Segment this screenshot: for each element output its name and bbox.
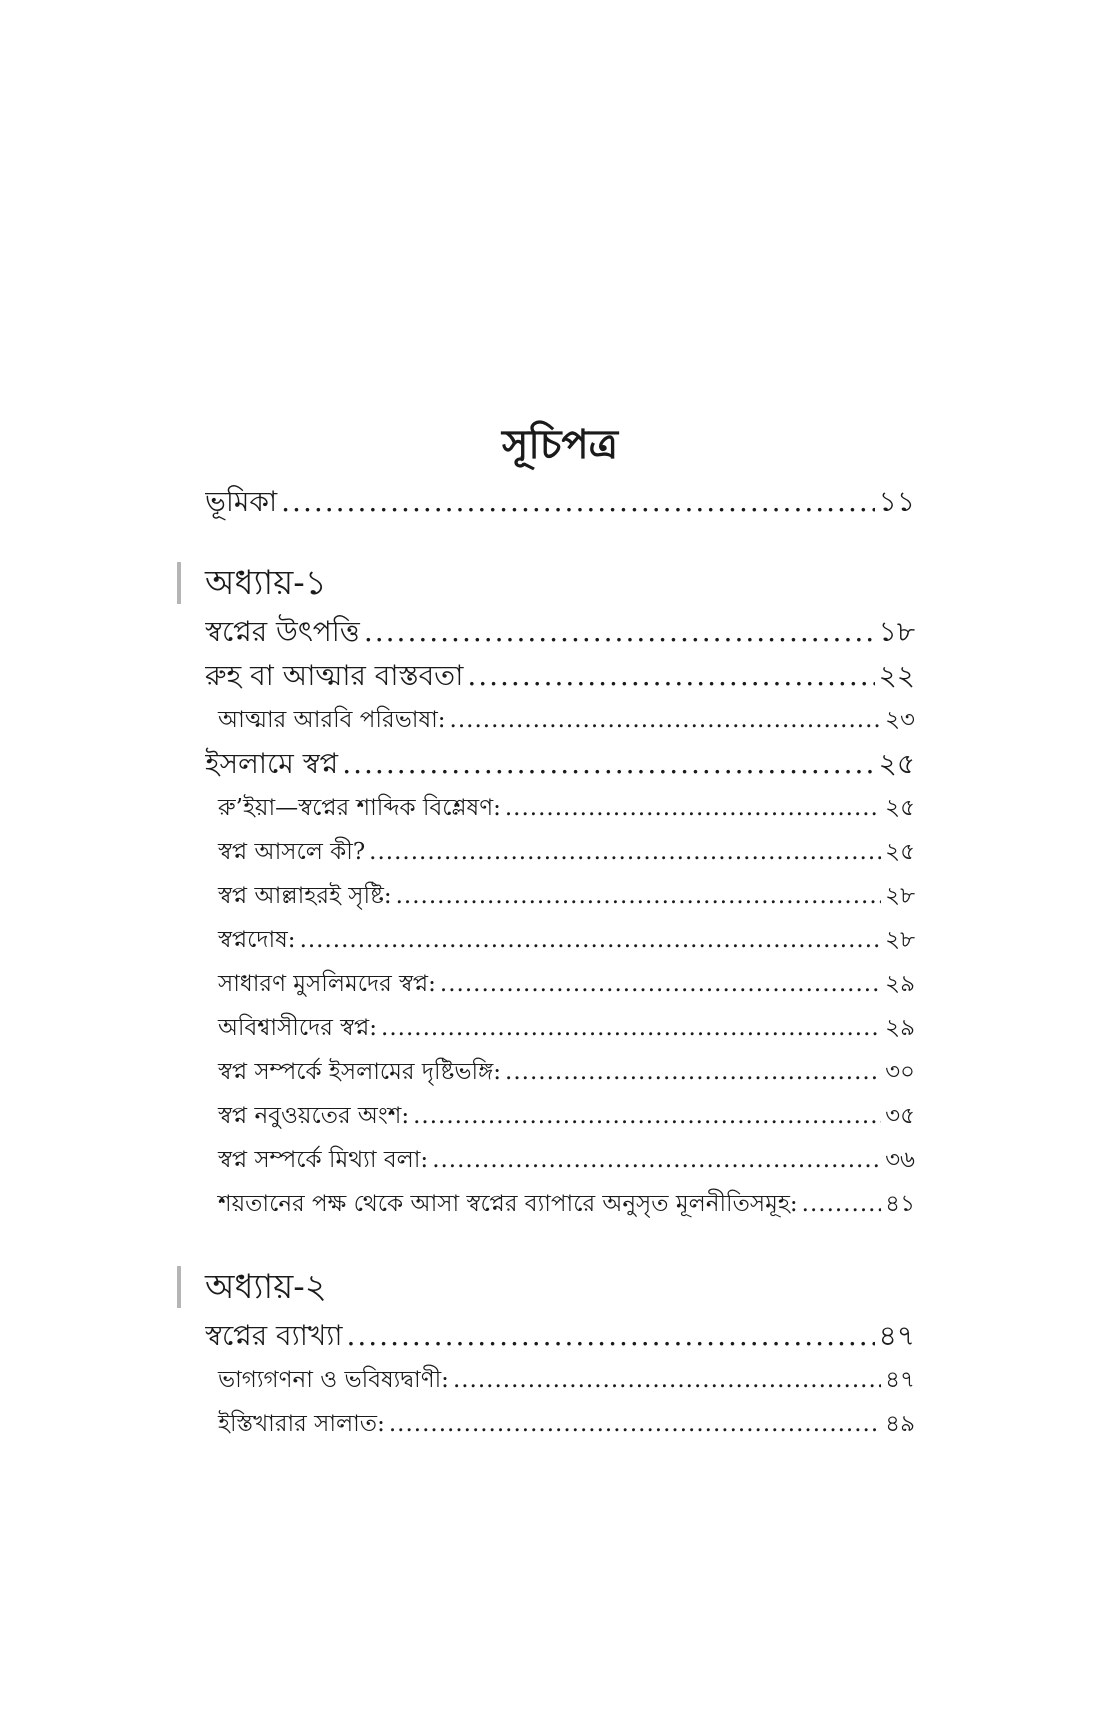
dot-leader: [413, 1094, 881, 1138]
dot-leader: [453, 1358, 881, 1402]
dot-leader: [440, 962, 881, 1006]
toc-entry-page: ৩৫: [885, 1103, 915, 1129]
toc-entry-page: ৪১: [885, 1191, 915, 1217]
toc-entry-label: রু’ইয়া—স্বপ্নের শাব্দিক বিশ্লেষণ:: [218, 795, 501, 821]
toc-entry-page: ৩৬: [885, 1147, 915, 1173]
dot-leader: [396, 874, 881, 918]
chapter-block: [205, 1262, 915, 1446]
toc-entry: [205, 1358, 915, 1402]
chapter-heading-text: অধ্যায়-২: [205, 1267, 327, 1307]
dot-leader: [369, 830, 881, 874]
toc-entry: [205, 1138, 915, 1182]
toc-entry-label: ইস্তিখারার সালাত:: [218, 1411, 385, 1437]
chapter-heading: [205, 1262, 915, 1312]
toc-entry-label: স্বপ্নদোষ:: [218, 927, 296, 953]
toc-entry-label: শয়তানের পক্ষ থেকে আসা স্বপ্নের ব্যাপারে অনুসৃত মূলনীতিসমূহ:: [218, 1191, 798, 1217]
dot-leader: [389, 1402, 881, 1446]
toc-entry-page: ২৫: [878, 747, 915, 780]
dot-leader: [505, 786, 881, 830]
dot-leader: [346, 1314, 874, 1358]
toc-entry-page: ১৮: [878, 615, 915, 648]
toc-entry-page: ২২: [878, 659, 915, 692]
dot-leader: [381, 1006, 881, 1050]
toc-entry-page: ২৮: [885, 883, 915, 909]
toc-entry-page: ২৯: [885, 971, 915, 997]
toc-entry: [205, 1006, 915, 1050]
toc-entry: [205, 742, 915, 786]
toc-entry-label: ইসলামে স্বপ্ন: [205, 747, 339, 780]
toc-entry-page: ৪৭: [878, 1319, 915, 1352]
toc-entry-page: ২৫: [885, 795, 915, 821]
toc-entry-page: ২৯: [885, 1015, 915, 1041]
toc-entry: [205, 654, 915, 698]
toc-entry: [205, 610, 915, 654]
toc-entry-label: স্বপ্ন সম্পর্কে ইসলামের দৃষ্টিভঙ্গি:: [218, 1059, 502, 1085]
table-of-contents: [205, 480, 915, 1482]
toc-entry: [205, 1050, 915, 1094]
toc-entry-page: ২৮: [885, 927, 915, 953]
chapter-marker-bar: [177, 562, 181, 604]
toc-entry-label: স্বপ্ন আসলে কী?: [218, 839, 366, 865]
toc-entry-intro: [205, 480, 915, 524]
toc-entry-label: ভূমিকা: [205, 485, 278, 518]
toc-entry: [205, 1182, 915, 1226]
toc-entry-page: ৪৭: [885, 1367, 915, 1393]
chapter-block: [205, 558, 915, 1226]
dot-leader: [432, 1138, 881, 1182]
toc-entry: [205, 918, 915, 962]
toc-entry-label: অবিশ্বাসীদের স্বপ্ন:: [218, 1015, 378, 1041]
toc-entry: [205, 1094, 915, 1138]
toc-entry-label: স্বপ্নের উৎপত্তি: [205, 615, 360, 648]
dot-leader: [300, 918, 882, 962]
toc-entry: [205, 830, 915, 874]
toc-entry-page: ৪৯: [885, 1411, 915, 1437]
toc-entry-label: সাধারণ মুসলিমদের স্বপ্ন:: [218, 971, 436, 997]
toc-entry: [205, 698, 915, 742]
toc-entry-label: রুহ বা আত্মার বাস্তবতা: [205, 659, 464, 692]
toc-entry-label: স্বপ্ন সম্পর্কে মিথ্যা বলা:: [218, 1147, 429, 1173]
dot-leader: [450, 698, 882, 742]
dot-leader: [505, 1050, 881, 1094]
toc-entry: [205, 786, 915, 830]
toc-entry-page: ২৩: [885, 707, 915, 733]
dot-leader: [281, 480, 875, 524]
chapter-heading: [205, 558, 915, 608]
chapter-heading-text: অধ্যায়-১: [205, 563, 327, 603]
toc-entry-label: ভাগ্যগণনা ও ভবিষ্যদ্বাণী:: [218, 1367, 449, 1393]
toc-entry-label: স্বপ্নের ব্যাখ্যা: [205, 1319, 343, 1352]
toc-title: সূচিপত্র: [502, 420, 618, 468]
dot-leader: [467, 654, 874, 698]
dot-leader: [364, 610, 875, 654]
toc-entry-page: ২৫: [885, 839, 915, 865]
toc-entry-label: আত্মার আরবি পরিভাষা:: [218, 707, 446, 733]
dot-leader: [802, 1182, 881, 1226]
toc-entry-page: ৩০: [885, 1059, 915, 1085]
toc-entry: [205, 874, 915, 918]
toc-entry: [205, 962, 915, 1006]
toc-entry-label: স্বপ্ন নবুওয়তের অংশ:: [218, 1103, 410, 1129]
toc-entry-page: ১১: [878, 485, 915, 518]
toc-entry: [205, 1402, 915, 1446]
toc-entry-label: স্বপ্ন আল্লাহরই সৃষ্টি:: [218, 883, 392, 909]
toc-entry: [205, 1314, 915, 1358]
dot-leader: [342, 742, 874, 786]
chapters-container: [205, 558, 915, 1446]
chapter-marker-bar: [177, 1266, 181, 1308]
